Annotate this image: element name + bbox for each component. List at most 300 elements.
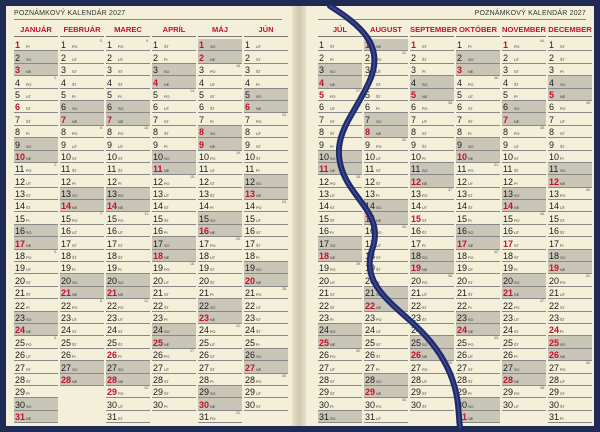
day-row [14,386,58,398]
weekday-abbr: SO [422,169,428,174]
day-number: 11 [365,164,375,175]
week-number: 51. [586,274,591,279]
weekday-abbr: PI [468,392,472,397]
day-number: 9 [319,139,325,150]
weekday-abbr: SO [72,367,78,372]
month-name: JANUÁR [14,24,58,37]
day-number: 29 [365,387,376,398]
weekday-abbr: ŠT [330,132,335,137]
day-row [152,163,196,175]
weekday-abbr: NE [72,293,78,298]
day-row [318,324,362,336]
weekday-abbr: NE [210,231,216,236]
weekday-abbr: UT [330,280,336,285]
weekday-abbr: PI [330,404,334,409]
day-row [198,299,242,311]
day-number: 15 [199,213,210,224]
weekday-abbr: PO [514,132,520,137]
weekday-abbr: PO [164,355,170,360]
day-row [60,225,104,237]
day-number: 13 [365,189,376,200]
weekday-abbr: SO [514,107,520,112]
weekday-abbr: SO [560,169,566,174]
weekday-abbr: UT [72,57,78,62]
day-row [502,361,546,373]
day-number: 6 [365,102,371,113]
day-row [456,64,500,76]
day-row [244,287,288,299]
weekday-abbr: ŠT [256,70,261,75]
day-number: 20 [107,275,118,286]
day-number: 25 [61,337,72,348]
day-number: 2 [365,52,371,63]
day-row [318,101,362,113]
day-row [364,262,408,274]
day-number: 27 [153,362,164,373]
day-row [318,188,362,200]
day-number: 11 [153,164,163,175]
weekday-abbr: PO [330,181,336,186]
weekday-abbr: PI [376,367,380,372]
weekday-abbr: SO [118,280,124,285]
day-row [198,163,242,175]
day-number: 6 [153,102,159,113]
day-row [456,299,500,311]
right-header-rule [318,19,586,20]
weekday-abbr: ST [164,293,169,298]
weekday-abbr: SO [118,194,124,199]
day-number: 8 [107,127,113,138]
weekday-abbr: PO [210,156,216,161]
weekday-abbr: ST [164,379,169,384]
day-number: 20 [365,275,376,286]
day-number: 10 [61,151,72,162]
day-number: 29 [153,387,164,398]
day-row [60,349,104,361]
weekday-abbr: ŠT [118,169,123,174]
day-number: 8 [61,127,67,138]
day-row [548,89,592,101]
day-row [60,89,104,101]
day-row [198,349,242,361]
day-number: 4 [15,77,21,88]
day-row [244,361,288,373]
day-number: 16 [15,226,26,237]
day-row [410,188,454,200]
day-number: 13 [457,189,468,200]
day-number: 24 [457,325,468,336]
day-row [14,411,58,423]
day-number: 17 [365,238,376,249]
weekday-abbr: ŠT [422,144,427,149]
day-row [364,225,408,237]
day-number: 13 [61,189,72,200]
day-number: 9 [549,139,555,150]
day-row [244,299,288,311]
day-number: 17 [411,238,422,249]
day-number: 5 [61,89,67,100]
week-number: 22. [236,410,241,415]
day-number: 5 [411,89,417,100]
day-row [548,374,592,386]
weekday-abbr: SO [118,107,124,112]
weekday-abbr: NE [376,132,382,137]
day-number: 23 [411,312,422,323]
day-number: 7 [199,114,205,125]
weekday-abbr: ST [210,355,215,360]
day-row [318,237,362,249]
weekday-abbr: ST [72,330,77,335]
day-row [410,113,454,125]
day-row [502,101,546,113]
day-number: 21 [319,288,330,299]
day-row [364,188,408,200]
day-number: 4 [365,77,371,88]
day-row [410,89,454,101]
day-number: 25 [457,337,468,348]
day-number: 3 [153,65,159,76]
day-number: 11 [15,164,25,175]
day-number: 20 [503,275,514,286]
weekday-abbr: PO [256,293,262,298]
weekday-abbr: PI [210,119,214,124]
day-number: 12 [457,176,468,187]
weekday-abbr: NE [210,144,216,149]
day-number: 7 [549,114,555,125]
day-number: 24 [153,325,164,336]
weekday-abbr: PO [422,194,428,199]
day-number: 1 [107,40,113,51]
day-number: 12 [411,176,422,187]
month-name: JÚN [244,24,288,37]
day-number: 18 [365,251,376,262]
day-number: 5 [457,89,463,100]
day-row [318,374,362,386]
weekday-abbr: PI [164,144,168,149]
day-number: 2 [153,52,159,63]
day-row [14,324,58,336]
book-spine [292,6,306,426]
weekday-abbr: NE [422,355,428,360]
day-row [548,64,592,76]
day-number: 19 [153,263,164,274]
day-row [60,237,104,249]
day-row [152,76,196,88]
day-number: 2 [319,52,325,63]
weekday-abbr: ST [330,293,335,298]
weekday-abbr: SO [118,367,124,372]
week-number: 8. [100,299,103,304]
day-row [152,287,196,299]
day-row [14,101,58,113]
month-column [318,24,362,423]
day-number: 21 [503,288,514,299]
day-row [502,39,546,51]
day-row [364,299,408,311]
day-number: 6 [107,102,113,113]
day-row [502,89,546,101]
day-number: 11 [503,164,513,175]
day-row [410,250,454,262]
weekday-abbr: SO [560,342,566,347]
weekday-abbr: NE [560,94,566,99]
day-number: 23 [199,312,210,323]
week-number: 5. [100,39,103,43]
day-row [548,200,592,212]
day-row [152,151,196,163]
weekday-abbr: NE [422,181,428,186]
month-name: NOVEMBER [502,24,546,37]
day-row [410,101,454,113]
day-row [456,411,500,423]
day-number: 20 [61,275,72,286]
day-number: 19 [199,263,210,274]
day-number: 17 [153,238,164,249]
weekday-abbr: PO [376,144,382,149]
day-number: 4 [61,77,67,88]
day-number: 21 [199,288,210,299]
day-number: 26 [199,350,210,361]
weekday-abbr: UT [26,355,32,360]
weekday-abbr: ST [164,206,169,211]
day-row [456,39,500,51]
week-number: 29. [356,262,361,267]
day-row [456,126,500,138]
day-number: 17 [199,238,210,249]
week-number: 35. [402,398,407,403]
day-row [106,386,150,398]
day-row [106,212,150,224]
weekday-abbr: UT [468,355,474,360]
day-row [548,274,592,286]
weekday-abbr: PO [468,82,474,87]
day-row [60,64,104,76]
day-number: 25 [549,337,560,348]
day-number: 31 [199,412,210,423]
day-number: 8 [457,127,463,138]
day-number: 28 [365,374,376,385]
day-row [244,175,288,187]
day-number: 22 [549,300,560,311]
day-row [548,262,592,274]
day-row [548,336,592,348]
weekday-abbr: ST [376,256,381,261]
day-number: 8 [153,127,159,138]
day-number: 5 [107,89,113,100]
weekday-abbr: SO [514,194,520,199]
day-number: 10 [319,151,330,162]
weekday-abbr: PI [560,330,564,335]
day-row [60,188,104,200]
day-number: 19 [457,263,468,274]
day-number: 17 [245,238,256,249]
weekday-abbr: PO [376,231,382,236]
day-row [318,386,362,398]
weekday-abbr: UT [118,317,124,322]
day-row [548,398,592,410]
day-number: 11 [457,164,467,175]
weekday-abbr: PI [330,231,334,236]
day-number: 10 [503,151,514,162]
weekday-abbr: PI [72,94,76,99]
weekday-abbr: NE [514,119,520,124]
weekday-abbr: SO [560,82,566,87]
weekday-abbr: NE [330,82,336,87]
day-number: 13 [153,189,164,200]
month-column [152,24,196,411]
weekday-abbr: PI [376,280,380,285]
weekday-abbr: ŠT [468,293,473,298]
day-number: 8 [319,127,325,138]
day-number: 1 [411,40,417,51]
weekday-abbr: SO [256,355,262,360]
weekday-abbr: ST [330,206,335,211]
weekday-abbr: UT [72,144,78,149]
weekday-abbr: PI [72,181,76,186]
weekday-abbr: SO [376,206,382,211]
weekday-abbr: PO [330,94,336,99]
day-number: 20 [199,275,210,286]
day-row [14,398,58,410]
weekday-abbr: NE [376,45,382,50]
day-number: 9 [61,139,67,150]
day-number: 6 [199,102,205,113]
day-number: 17 [457,238,468,249]
day-number: 24 [107,325,118,336]
weekday-abbr: ST [560,392,565,397]
day-number: 31 [107,412,118,423]
weekday-abbr: PO [376,57,382,62]
weekday-abbr: PI [330,317,334,322]
day-row [60,113,104,125]
week-number: 34. [402,311,407,316]
day-row [502,188,546,200]
day-number: 4 [319,77,325,88]
day-row [456,312,500,324]
day-number: 18 [245,251,256,262]
day-number: 27 [107,362,118,373]
day-number: 3 [319,65,325,76]
weekday-abbr: ŠT [256,243,261,248]
day-row [456,250,500,262]
day-row [14,163,58,175]
day-row [14,361,58,373]
day-number: 25 [411,337,422,348]
week-number: 2. [54,162,57,167]
weekday-abbr: NE [376,305,382,310]
weekday-abbr: ŠT [72,256,77,261]
day-row [106,336,150,348]
day-row [198,262,242,274]
weekday-abbr: PI [118,94,122,99]
weekday-abbr: ST [210,181,215,186]
month-column [364,24,408,423]
day-row [548,237,592,249]
day-number: 16 [319,226,330,237]
week-number: 52. [586,361,591,366]
day-row [548,225,592,237]
day-number: 7 [503,114,509,125]
weekday-abbr: NE [164,169,170,174]
day-number: 23 [365,312,376,323]
day-row [548,349,592,361]
week-number: 27. [356,88,361,93]
weekday-abbr: UT [376,417,382,422]
day-row [60,175,104,187]
day-row [548,163,592,175]
weekday-abbr: ST [72,156,77,161]
day-row [244,101,288,113]
day-number: 26 [503,350,514,361]
day-row [198,39,242,51]
day-row [152,212,196,224]
day-row [60,101,104,113]
day-number: 17 [319,238,330,249]
day-row [198,200,242,212]
weekday-abbr: SO [560,256,566,261]
day-number: 8 [549,127,555,138]
day-number: 20 [549,275,560,286]
weekday-abbr: UT [210,342,216,347]
week-number: 33. [402,224,407,229]
day-number: 18 [319,251,330,262]
weekday-abbr: PI [164,317,168,322]
day-row [548,386,592,398]
left-page-title: POZNÁMKOVÝ KALENDÁR 2027 [14,10,126,17]
weekday-abbr: PI [468,218,472,223]
day-row [60,250,104,262]
day-number: 4 [107,77,113,88]
weekday-abbr: ST [468,194,473,199]
day-number: 6 [549,102,555,113]
month-name: AUGUST [364,24,408,37]
weekday-abbr: ST [376,342,381,347]
day-number: 18 [153,251,164,262]
weekday-abbr: UT [376,243,382,248]
month-column [502,24,546,411]
weekday-abbr: PI [256,342,260,347]
day-row [410,126,454,138]
weekday-abbr: UT [468,268,474,273]
day-number: 22 [199,300,210,311]
day-row [244,76,288,88]
day-row [244,374,288,386]
week-number: 37. [448,187,453,192]
weekday-abbr: UT [422,293,428,298]
weekday-abbr: PI [560,156,564,161]
day-number: 6 [245,102,251,113]
day-number: 19 [245,263,256,274]
weekday-abbr: UT [514,404,520,409]
day-row [106,151,150,163]
day-row [244,336,288,348]
day-number: 7 [411,114,417,125]
day-row [106,64,150,76]
weekday-abbr: UT [26,268,32,273]
week-number: 3. [54,249,57,254]
day-row [318,336,362,348]
weekday-abbr: UT [118,231,124,236]
weekday-abbr: ST [376,82,381,87]
day-row [364,126,408,138]
day-number: 27 [199,362,210,373]
day-row [106,237,150,249]
day-number: 14 [457,201,468,212]
day-number: 9 [503,139,509,150]
weekday-abbr: SO [422,342,428,347]
day-number: 17 [549,238,560,249]
day-row [198,188,242,200]
